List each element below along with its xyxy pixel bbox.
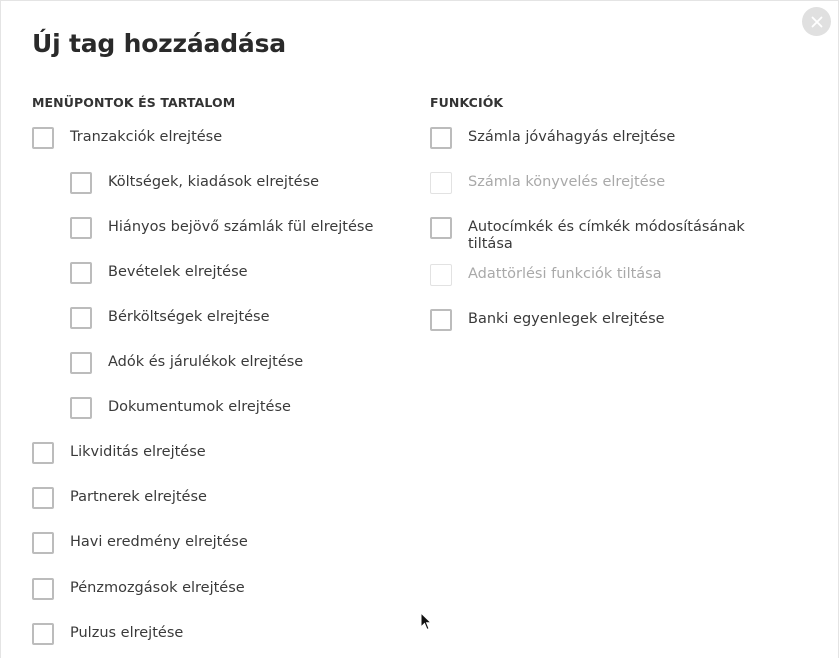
option-hianyos-szamlak[interactable] xyxy=(70,217,373,239)
option-adok[interactable] xyxy=(70,352,303,374)
checkbox-icon[interactable] xyxy=(32,578,54,600)
option-szamla-jovahagyas[interactable] xyxy=(430,127,675,149)
checkbox-icon[interactable] xyxy=(70,307,92,329)
option-label: Adattörlési funkciók tiltása xyxy=(468,266,662,282)
option-partnerek[interactable] xyxy=(32,487,207,509)
functions-section xyxy=(430,95,810,327)
option-label: Bevételek elrejtése xyxy=(108,264,248,280)
menu-items-section xyxy=(32,95,412,641)
checkbox-icon[interactable] xyxy=(70,262,92,284)
checkbox-icon[interactable] xyxy=(430,217,452,239)
checkbox-icon xyxy=(430,172,452,194)
close-button[interactable] xyxy=(802,7,831,36)
checkbox-icon[interactable] xyxy=(32,442,54,464)
option-banki-egyenlegek[interactable] xyxy=(430,309,665,331)
option-likviditas[interactable] xyxy=(32,442,206,464)
option-label: Adók és járulékok elrejtése xyxy=(108,354,304,370)
mouse-pointer-icon xyxy=(420,612,432,631)
option-label: Partnerek elrejtése xyxy=(70,489,207,505)
checkbox-icon[interactable] xyxy=(32,127,54,149)
option-bevetelek[interactable] xyxy=(70,262,248,284)
option-label: Havi eredmény elrejtése xyxy=(70,534,248,550)
option-szamla-konyveles xyxy=(430,172,665,194)
option-penzmozgasok[interactable] xyxy=(32,578,245,600)
menu-items-heading: MENÜPONTOK ÉS TARTALOM xyxy=(32,95,236,110)
option-berkoltsegek[interactable] xyxy=(70,307,270,329)
checkbox-icon[interactable] xyxy=(32,623,54,645)
checkbox-icon[interactable] xyxy=(32,532,54,554)
option-label: Pénzmozgások elrejtése xyxy=(70,580,245,596)
option-label: Hiányos bejövő számlák fül elrejtése xyxy=(108,219,374,235)
option-label: Számla könyvelés elrejtése xyxy=(468,174,666,190)
functions-heading: FUNKCIÓK xyxy=(430,95,504,110)
option-label: Likviditás elrejtése xyxy=(70,444,206,460)
checkbox-icon[interactable] xyxy=(430,127,452,149)
option-autocimkek[interactable] xyxy=(430,217,768,253)
option-label: Bérköltségek elrejtése xyxy=(108,309,270,325)
option-label: Tranzakciók elrejtése xyxy=(70,129,223,145)
checkbox-icon[interactable] xyxy=(430,309,452,331)
option-dokumentumok[interactable] xyxy=(70,397,291,419)
close-icon xyxy=(811,16,823,28)
checkbox-icon[interactable] xyxy=(70,352,92,374)
option-label: Költségek, kiadások elrejtése xyxy=(108,174,320,190)
option-koltsegek[interactable] xyxy=(70,172,319,194)
option-pulzus[interactable] xyxy=(32,623,183,645)
option-havi-eredmeny[interactable] xyxy=(32,532,248,554)
option-label: Dokumentumok elrejtése xyxy=(108,399,291,415)
option-label: Számla jóváhagyás elrejtése xyxy=(468,129,676,145)
checkbox-icon[interactable] xyxy=(70,172,92,194)
option-tranzakciok[interactable] xyxy=(32,127,222,149)
option-adattorles xyxy=(430,264,662,286)
option-label: Pulzus elrejtése xyxy=(70,625,184,641)
option-label: Banki egyenlegek elrejtése xyxy=(468,311,665,327)
checkbox-icon xyxy=(430,264,452,286)
checkbox-icon[interactable] xyxy=(32,487,54,509)
dialog-title: Új tag hozzáadása xyxy=(32,29,286,58)
checkbox-icon[interactable] xyxy=(70,217,92,239)
option-label: Autocímkék és címkék módosításának tiltása xyxy=(468,219,745,252)
checkbox-icon[interactable] xyxy=(70,397,92,419)
